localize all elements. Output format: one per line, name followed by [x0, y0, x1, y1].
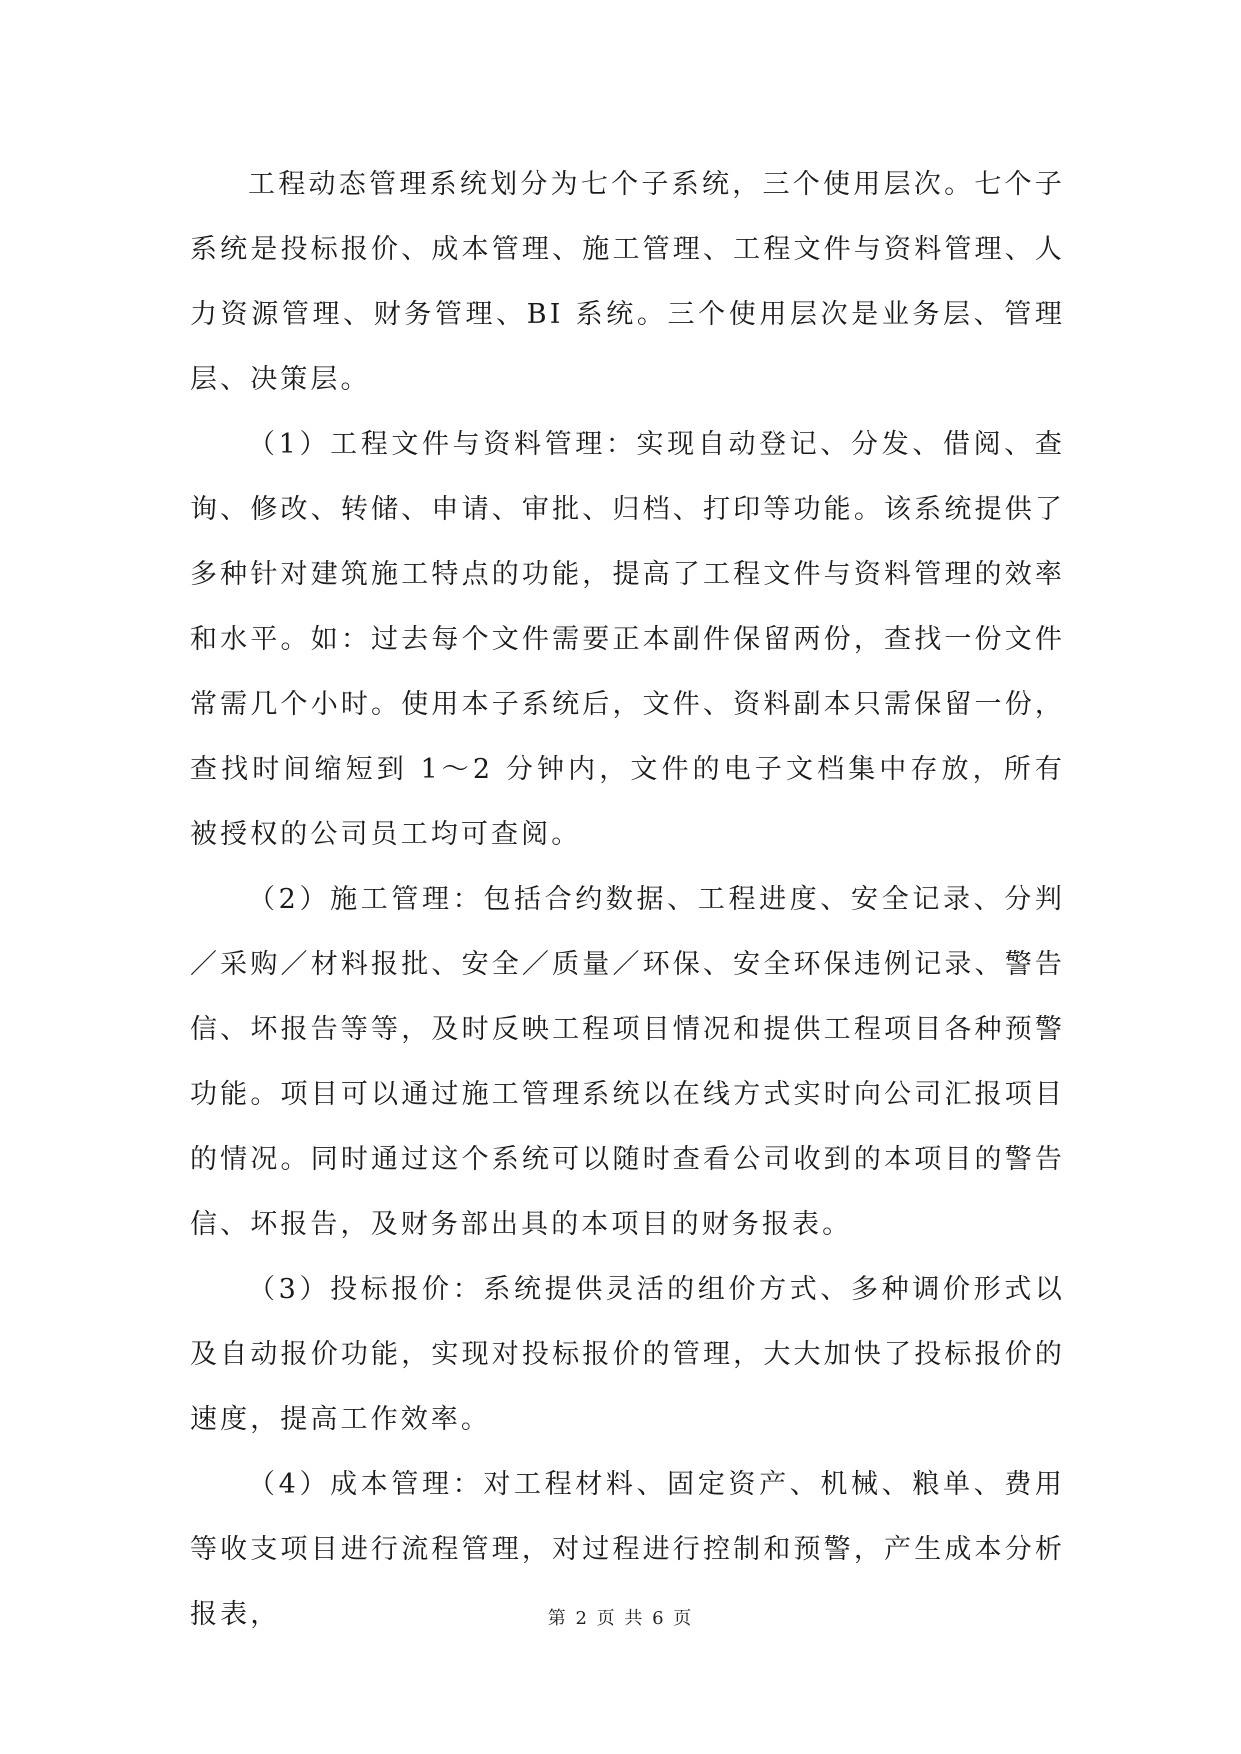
paragraph-construction-management: （2）施工管理：包括合约数据、工程进度、安全记录、分判／采购／材料报批、安全／质量／环保、安全环保违例记录、警告信、坏报告等等，及时反映工程项目情况和提供工程项目各种预警功能。项目可以通过施工管理系统以在线方式实时向公司汇报项目的情况。同时通过这个系统可以随时查看公司收到的本项目的警告信、坏报告，及财务部出具的本项目的财务报表。	[190, 884, 1065, 1240]
document-body	[190, 152, 1065, 1647]
paragraph-file-management: （1）工程文件与资料管理：实现自动登记、分发、借阅、查询、修改、转储、申请、审批、归档、打印等功能。该系统提供了多种针对建筑施工特点的功能，提高了工程文件与资料管理的效率和水平。如：过去每个文件需要正本副件保留两份，查找一份文件常需几个小时。使用本子系统后，文件、资料副本只需保留一份，查找时间缩短到 1～2 分钟内，文件的电子文档集中存放，所有被授权的公司员工均可查阅。	[190, 429, 1065, 850]
paragraph-intro: 工程动态管理系统划分为七个子系统，三个使用层次。七个子系统是投标报价、成本管理、施工管理、工程文件与资料管理、人力资源管理、财务管理、BI 系统。三个使用层次是业务层、管理层、决策层。	[190, 169, 1065, 395]
paragraph-cost-management: （4）成本管理：对工程材料、固定资产、机械、粮单、费用等收支项目进行流程管理，对过程进行控制和预警，产生成本分析报表，	[190, 1469, 1065, 1630]
page-number-footer: 第 2 页 共 6 页	[547, 1608, 694, 1629]
paragraph-bidding-quotation: （3）投标报价：系统提供灵活的组价方式、多种调价形式以及自动报价功能，实现对投标报价的管理，大大加快了投标报价的速度，提高工作效率。	[190, 1274, 1065, 1435]
